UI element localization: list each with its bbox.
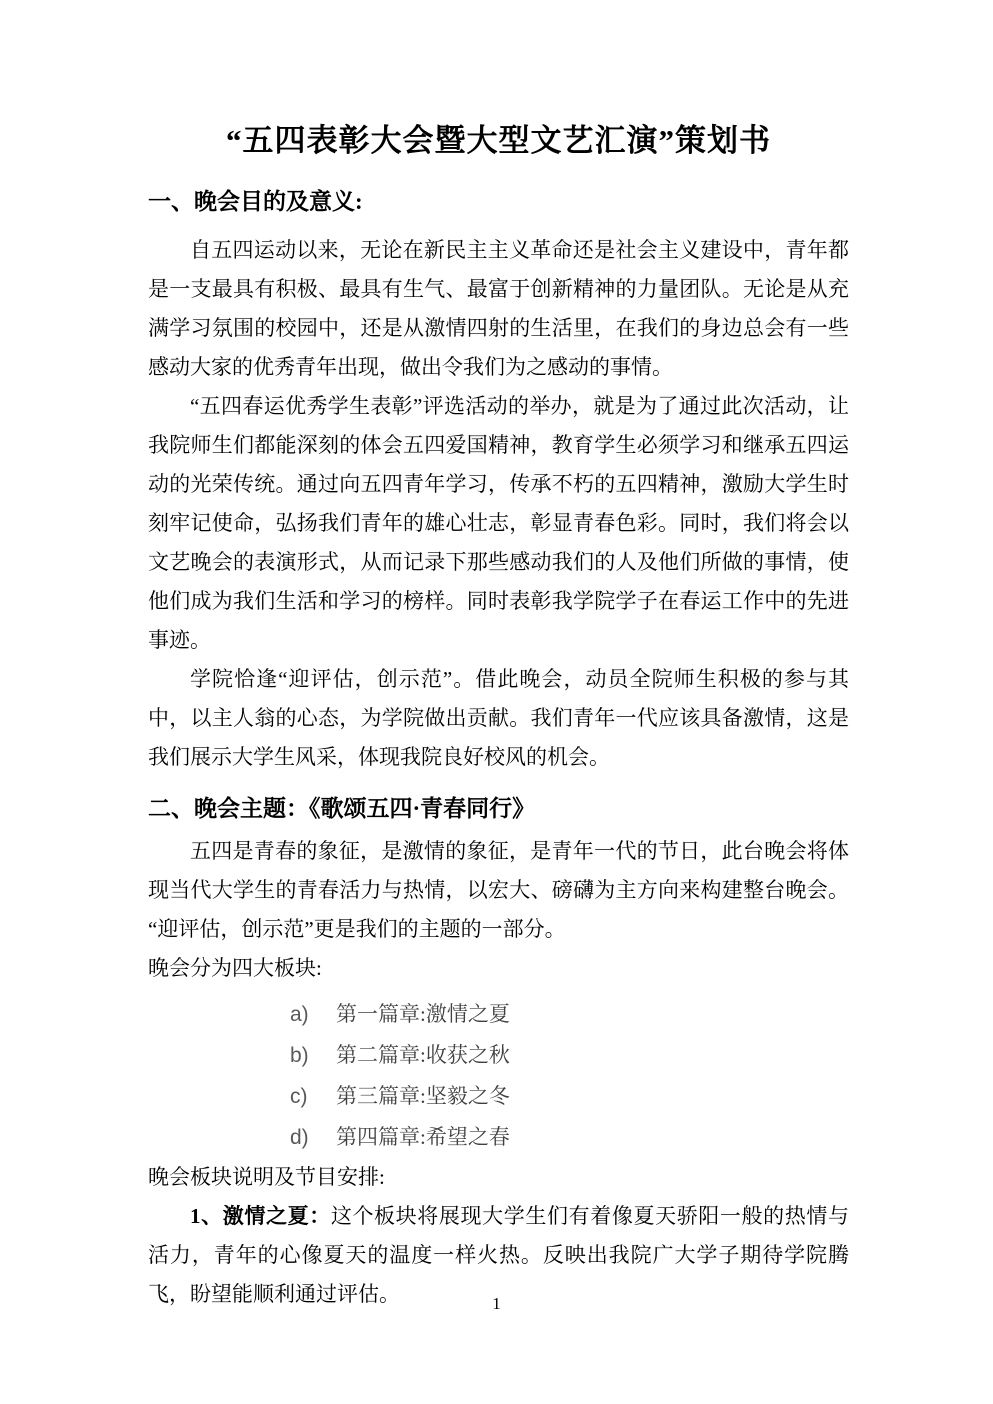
- list-item-letter: a): [290, 1003, 309, 1026]
- block-detail-lead: 1、激情之夏：: [190, 1204, 331, 1228]
- block-list: [290, 994, 849, 1158]
- arrangement-label: 晚会板块说明及节目安排:: [148, 1165, 385, 1189]
- section-one-heading: 一、晚会目的及意义:: [148, 189, 363, 214]
- list-item-text: 第四篇章:希望之春: [336, 1125, 510, 1149]
- list-item-letter: c): [290, 1085, 308, 1108]
- section-two-heading: 二、晚会主题：《歌颂五四·青春同行》: [148, 796, 536, 821]
- document-title: “五四表彰大会暨大型文艺汇演”策划书: [226, 123, 771, 158]
- block-detail-text: 这个板块将展现大学生们有着像夏天骄阳一般的热情与活力，青年的心像夏天的温度一样火热。反映出我院广大学子期待学院腾飞，盼望能顺利通过评估。: [148, 1204, 850, 1306]
- section-two-intro-paragraph: 五四是青春的象征，是激情的象征，是青年一代的节日，此台晚会将体现当代大学生的青春活力与热情，以宏大、磅礴为主方向来构建整台晚会。“迎评估，创示范”更是我们的主题的一部分。: [148, 839, 849, 941]
- list-item-letter: b): [290, 1044, 309, 1067]
- page-number: 1: [492, 1294, 501, 1313]
- blocks-label: 晚会分为四大板块:: [148, 956, 322, 980]
- list-item: [290, 994, 849, 1035]
- list-item: [290, 1076, 849, 1117]
- document-content: [148, 0, 849, 1314]
- list-item-letter: d): [290, 1126, 309, 1149]
- list-item: [290, 1117, 849, 1158]
- list-item-text: 第一篇章:激情之夏: [336, 1002, 510, 1026]
- list-item-text: 第三篇章:坚毅之冬: [336, 1084, 510, 1108]
- list-item-text: 第二篇章:收获之秋: [336, 1043, 510, 1067]
- section-one-paragraph-1: 自五四运动以来，无论在新民主主义革命还是社会主义建设中，青年都是一支最具有积极、最具有生气、最富于创新精神的力量团队。无论是从充满学习氛围的校园中，还是从激情四射的生活里，在我们的身边总会有一些感动大家的优秀青年出现，做出令我们为之感动的事情。: [148, 238, 849, 379]
- list-item: [290, 1035, 849, 1076]
- section-one-paragraph-2: “五四春运优秀学生表彰”评选活动的举办，就是为了通过此次活动，让我院师生们都能深刻的体会五四爱国精神，教育学生必须学习和继承五四运动的光荣传统。通过向五四青年学习，传承不朽的五四精神，激励大学生时刻牢记使命，弘扬我们青年的雄心壮志，彰显青春色彩。同时，我们将会以文艺晚会的表演形式，从而记录下那些感动我们的人及他们所做的事情，使他们成为我们生活和学习的榜样。同时表彰我学院学子在春运工作中的先进事迹。: [148, 394, 849, 652]
- section-one-paragraph-3: 学院恰逢“迎评估，创示范”。借此晚会，动员全院师生积极的参与其中，以主人翁的心态，为学院做出贡献。我们青年一代应该具备激情，这是我们展示大学生风采，体现我院良好校风的机会。: [148, 667, 849, 769]
